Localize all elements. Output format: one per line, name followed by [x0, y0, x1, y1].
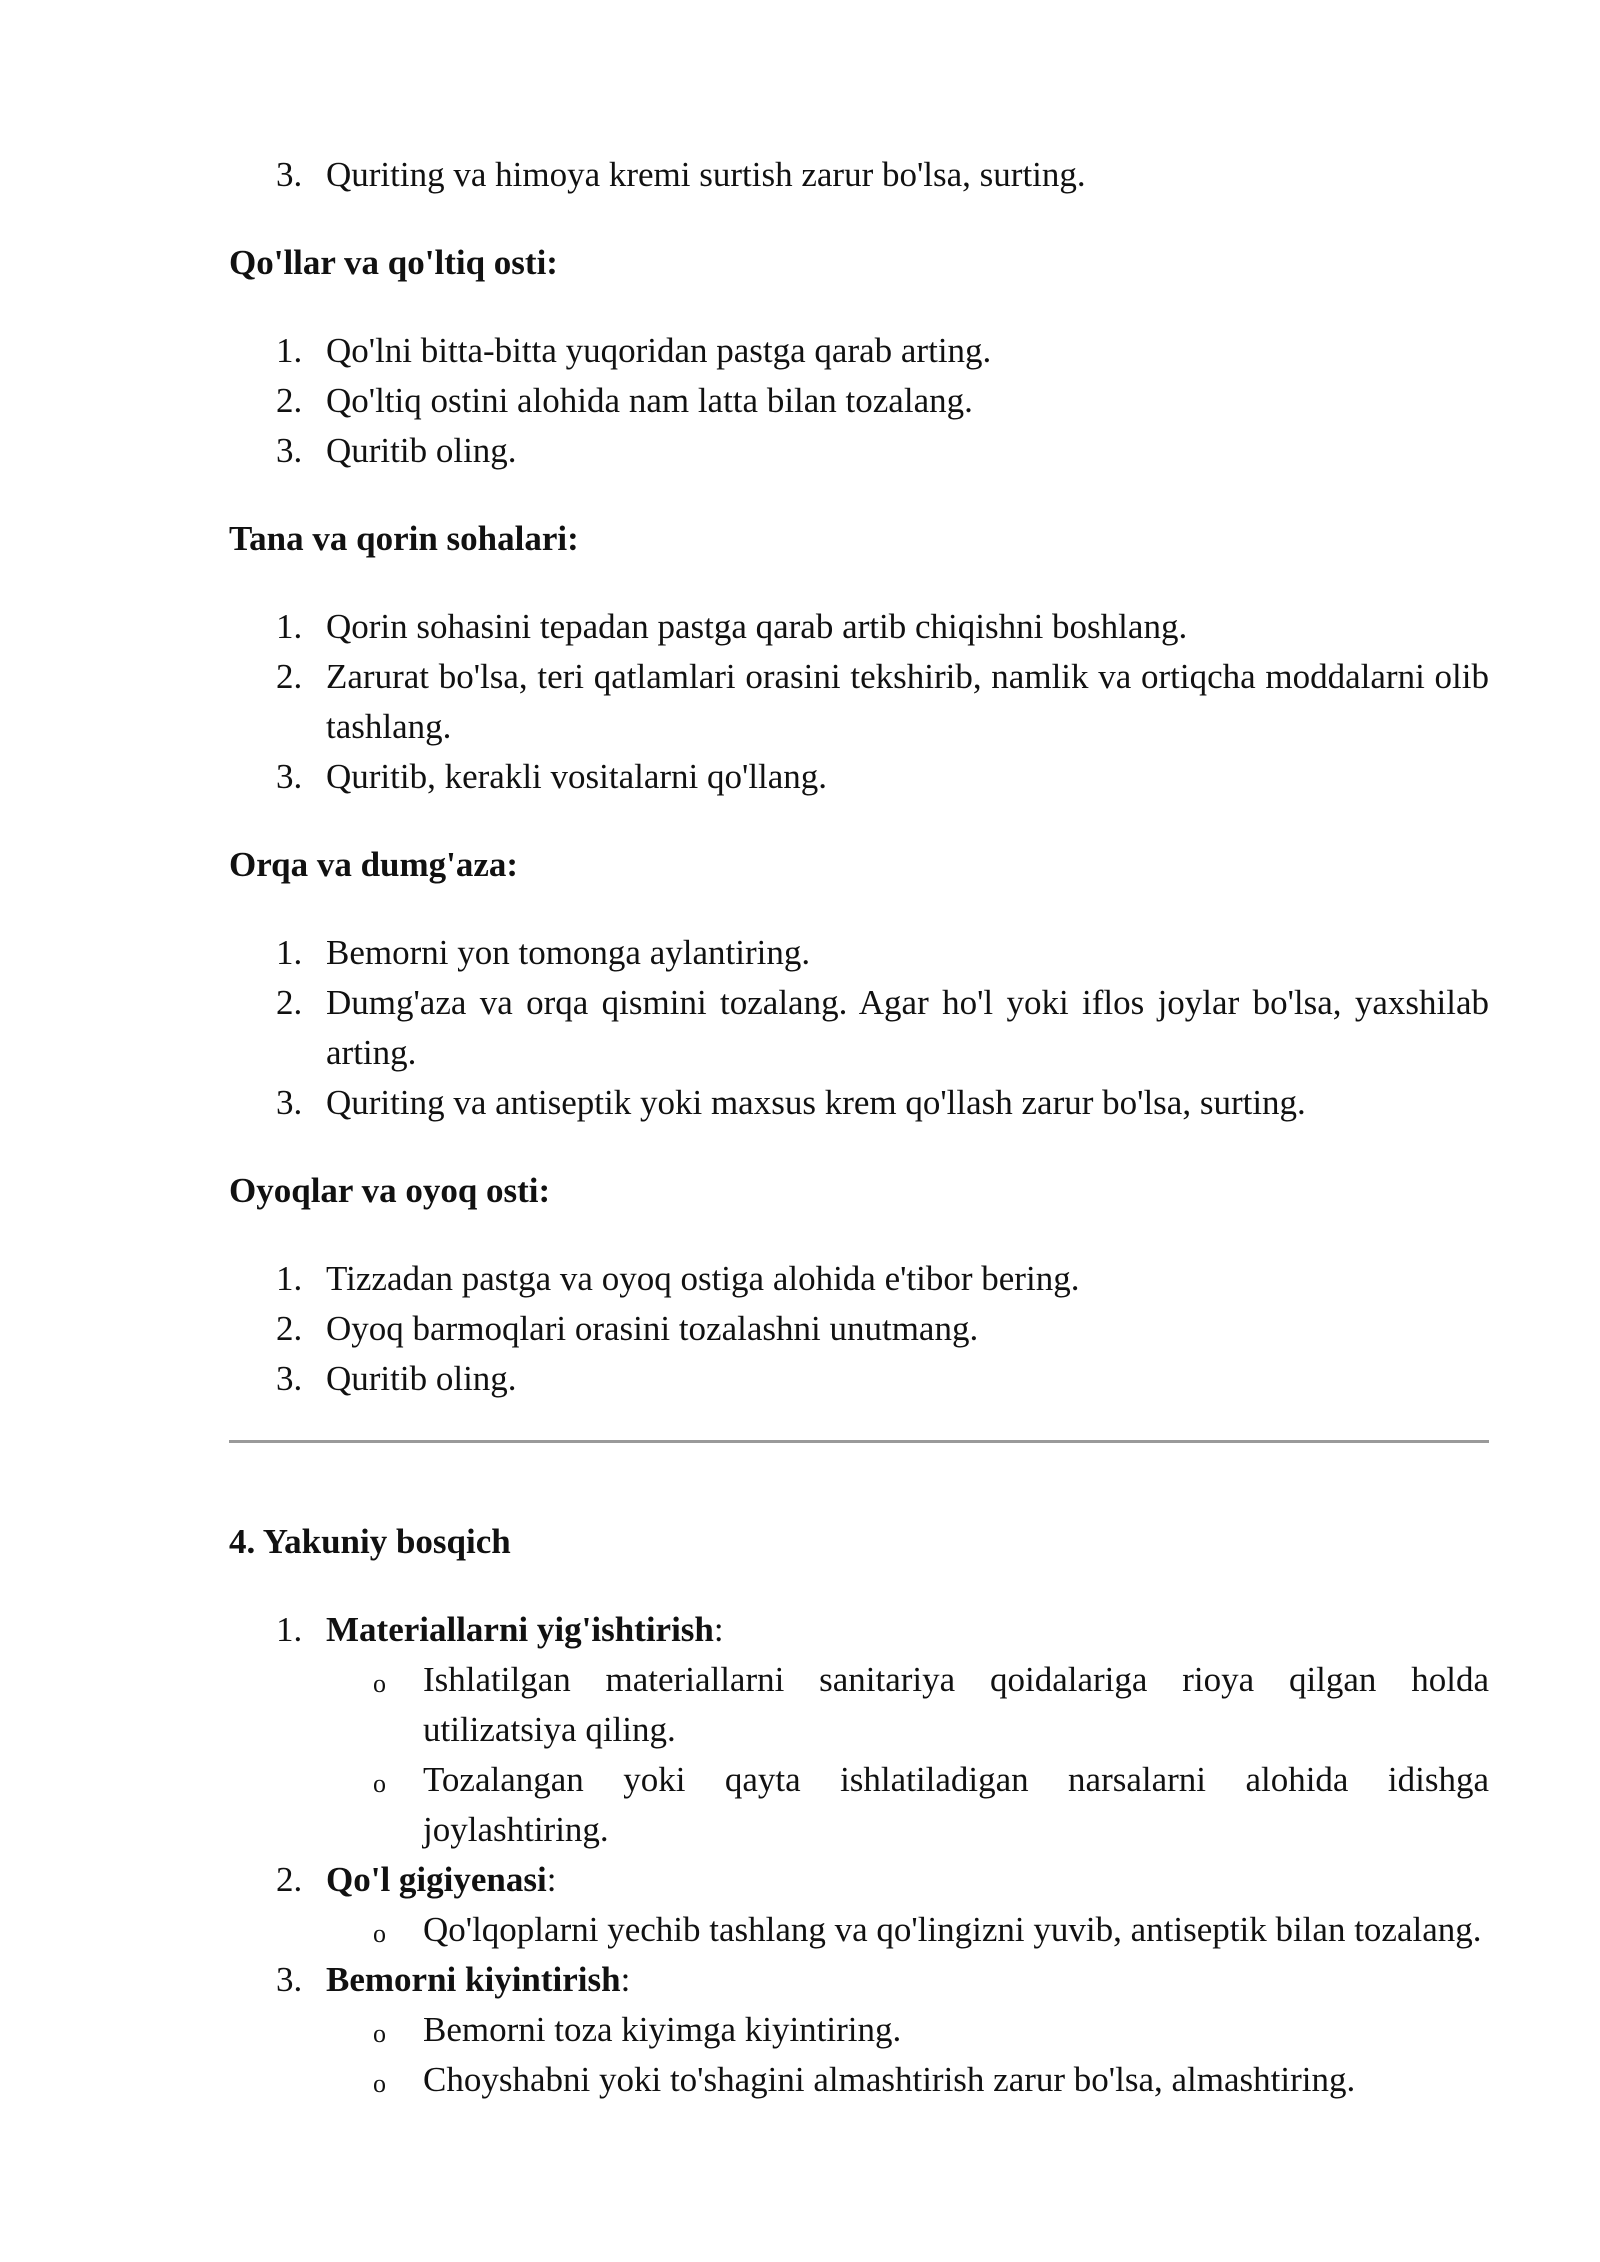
list-item	[229, 1304, 1489, 1354]
list-item	[229, 376, 1489, 426]
section-heading-arms: Qo'llar va qo'ltiq osti:	[229, 243, 558, 282]
section-heading-torso: Tana va qorin sohalari:	[229, 519, 579, 558]
list-item	[229, 1855, 1489, 1955]
list-item	[229, 928, 1489, 978]
list-number: 2.	[276, 381, 303, 420]
list-item-text: Tizzadan pastga va oyoq ostiga alohida e'tibor bering.	[326, 1259, 1080, 1298]
list-number: 1.	[276, 1259, 303, 1298]
section-list-arms	[229, 326, 1489, 476]
list-item	[229, 426, 1489, 476]
list-item-text: Quritib, kerakli vositalarni qo'llang.	[326, 757, 828, 796]
section-list-torso	[229, 602, 1489, 802]
list-item-colon: :	[713, 1610, 724, 1649]
list-item-text: Oyoq barmoqlari orasini tozalashni unutmang.	[326, 1309, 979, 1348]
final-section-heading: 4. Yakuniy bosqich	[229, 1522, 511, 1561]
list-item	[229, 1605, 1489, 1855]
list-item-text: Dumg'aza va orqa qismini tozalang. Agar ho'l yoki iflos joylar bo'lsa, yaxshilab arting.	[326, 983, 1489, 1072]
list-item	[229, 1955, 1489, 2105]
list-item-title: Qo'l gigiyenasi	[326, 1860, 547, 1899]
sub-list-item-text: Tozalangan yoki qayta ishlatiladigan narsalarni alohida idishga joylashtiring.	[423, 1760, 1489, 1849]
sub-list-item-text: Qo'lqoplarni yechib tashlang va qo'lingizni yuvib, antiseptik bilan tozalang.	[423, 1910, 1482, 1949]
section-list-legs	[229, 1254, 1489, 1404]
list-item-text: Quriting va himoya kremi surtish zarur bo'lsa, surting.	[326, 155, 1086, 194]
list-item-title: Materiallarni yig'ishtirish	[326, 1610, 714, 1649]
section-list-back	[229, 928, 1489, 1128]
list-number: 1.	[276, 1610, 303, 1649]
list-item	[229, 150, 1489, 200]
sub-list-item	[326, 2005, 1489, 2055]
list-number: 3.	[276, 1083, 303, 1122]
list-item-text: Bemorni yon tomonga aylantiring.	[326, 933, 811, 972]
list-number: 2.	[276, 1309, 303, 1348]
list-number: 3.	[276, 155, 303, 194]
list-item-colon: :	[546, 1860, 557, 1899]
sub-list-item-text: Ishlatilgan materiallarni sanitariya qoidalariga rioya qilgan holda utilizatsiya qiling.	[423, 1660, 1489, 1749]
sub-list-item	[326, 1655, 1489, 1755]
intro-list	[229, 150, 1489, 200]
sub-list-item-text: Choyshabni yoki to'shagini almashtirish zarur bo'lsa, almashtiring.	[423, 2060, 1356, 2099]
sub-list-item	[326, 2055, 1489, 2105]
bullet-icon: o	[373, 1769, 386, 1798]
list-number: 3.	[276, 431, 303, 470]
list-item	[229, 326, 1489, 376]
list-item-text: Qo'lni bitta-bitta yuqoridan pastga qarab arting.	[326, 331, 992, 370]
list-number: 2.	[276, 1860, 303, 1899]
list-number: 3.	[276, 757, 303, 796]
sub-list	[326, 1655, 1489, 1855]
document-page	[229, 150, 1489, 2105]
section-heading-legs: Oyoqlar va oyoq osti:	[229, 1171, 551, 1210]
list-item	[229, 752, 1489, 802]
list-number: 1.	[276, 607, 303, 646]
list-number: 2.	[276, 983, 303, 1022]
list-item-text: Quriting va antiseptik yoki maxsus krem qo'llash zarur bo'lsa, surting.	[326, 1083, 1306, 1122]
list-item-text: Quritib oling.	[326, 431, 517, 470]
bullet-icon: o	[373, 1669, 386, 1698]
bullet-icon: o	[373, 2069, 386, 2098]
list-number: 2.	[276, 657, 303, 696]
bullet-icon: o	[373, 1919, 386, 1948]
section-heading-back: Orqa va dumg'aza:	[229, 845, 519, 884]
list-item	[229, 978, 1489, 1078]
list-number: 1.	[276, 933, 303, 972]
list-item	[229, 1078, 1489, 1128]
list-number: 3.	[276, 1359, 303, 1398]
sub-list-item-text: Bemorni toza kiyimga kiyintiring.	[423, 2010, 902, 2049]
list-item-text: Zarurat bo'lsa, teri qatlamlari orasini tekshirib, namlik va ortiqcha moddalarni olib tashlang.	[326, 657, 1489, 746]
list-item-text: Qorin sohasini tepadan pastga qarab artib chiqishni boshlang.	[326, 607, 1188, 646]
list-item	[229, 602, 1489, 652]
list-item-colon: :	[620, 1960, 631, 1999]
list-number: 1.	[276, 331, 303, 370]
list-item	[229, 652, 1489, 752]
list-item	[229, 1254, 1489, 1304]
sub-list-item	[326, 1755, 1489, 1855]
sub-list-item	[326, 1905, 1489, 1955]
list-item-text: Quritib oling.	[326, 1359, 517, 1398]
sub-list	[326, 2005, 1489, 2105]
final-section-list	[229, 1605, 1489, 2105]
list-number: 3.	[276, 1960, 303, 1999]
list-item-title: Bemorni kiyintirish	[326, 1960, 621, 1999]
list-item	[229, 1354, 1489, 1404]
bullet-icon: o	[373, 2019, 386, 2048]
sub-list	[326, 1905, 1489, 1955]
list-item-text: Qo'ltiq ostini alohida nam latta bilan tozalang.	[326, 381, 973, 420]
